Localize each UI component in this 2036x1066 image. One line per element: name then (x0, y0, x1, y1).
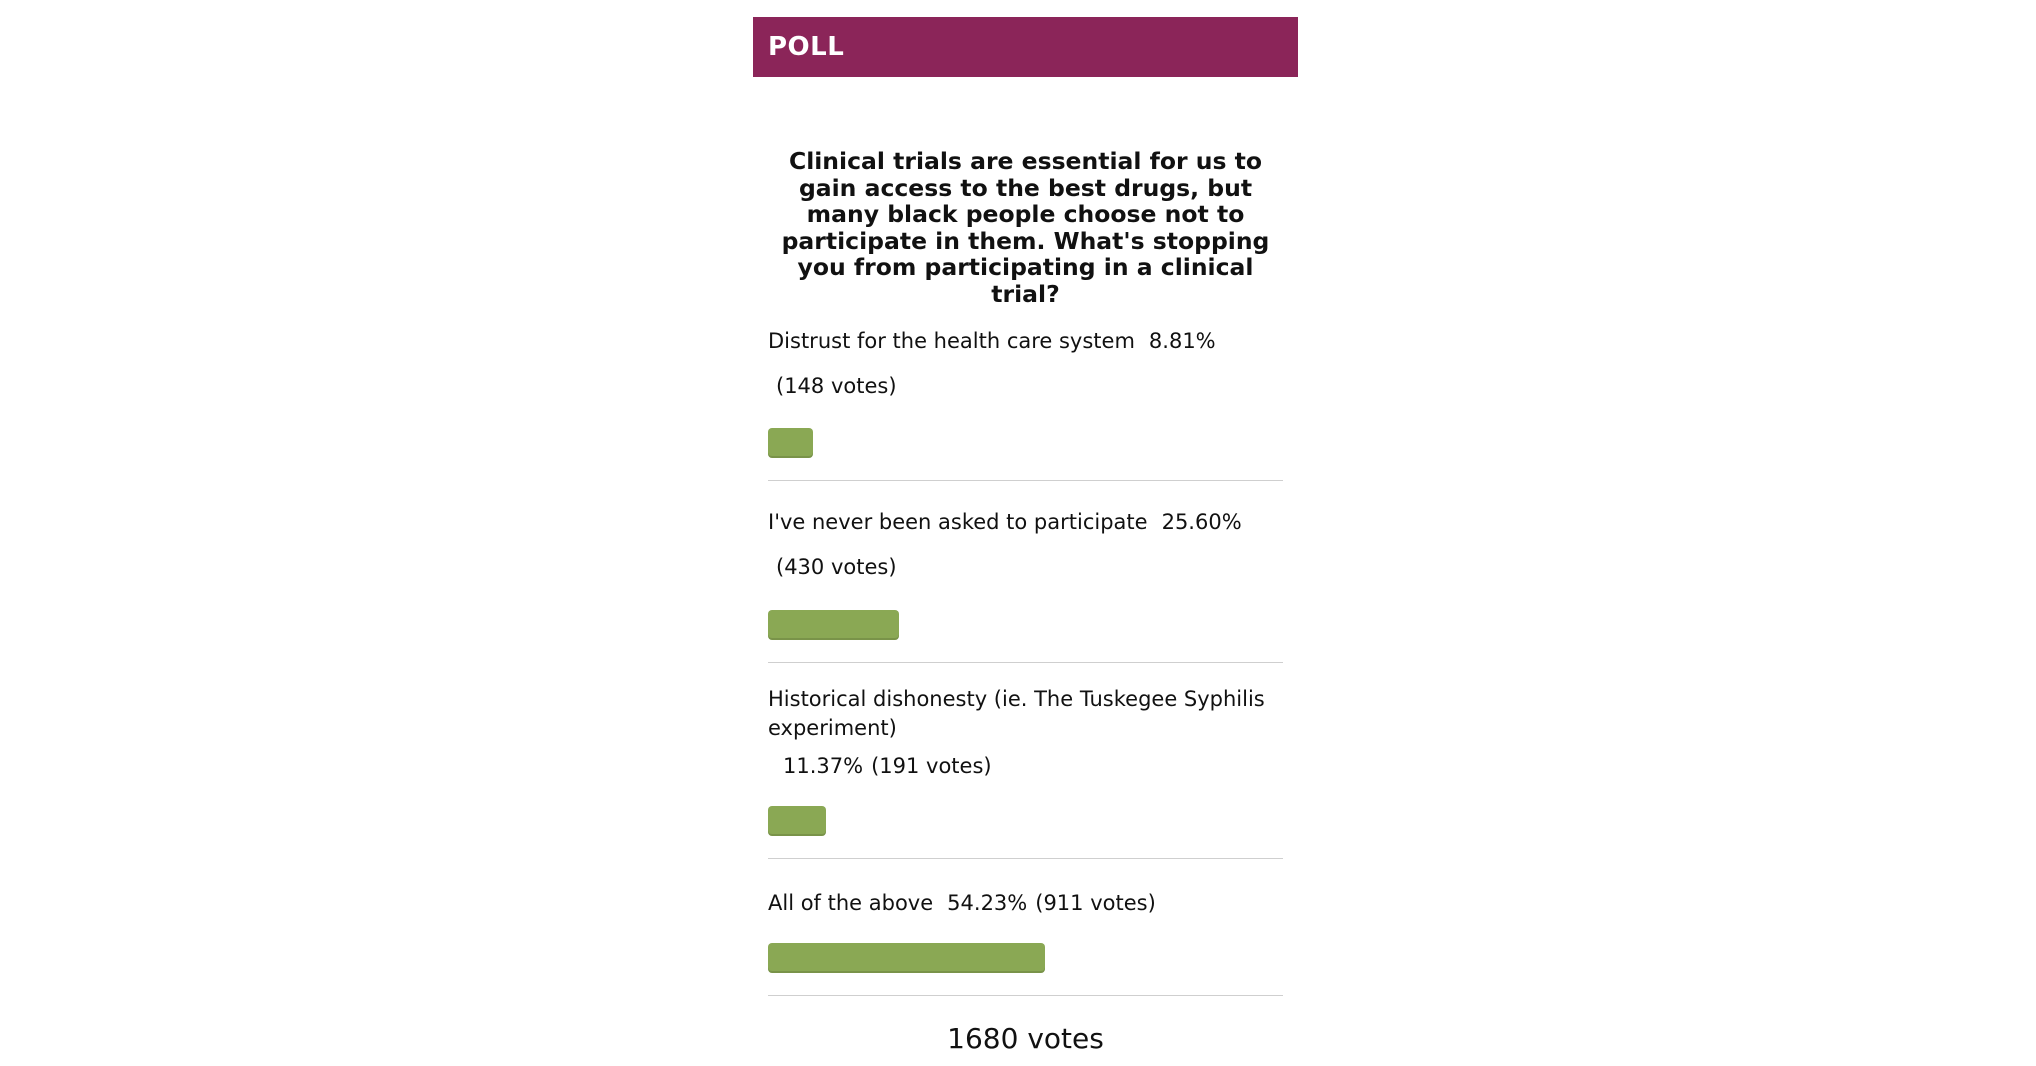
poll-header (753, 17, 1298, 77)
answer-votes-line (776, 372, 897, 401)
answer-bar-track (768, 943, 1283, 973)
answer-bar (768, 806, 826, 836)
answer-divider (768, 480, 1283, 481)
answer-label-line (768, 889, 1156, 918)
poll-title: POLL (768, 32, 845, 62)
answer-bar (768, 610, 899, 640)
answer-label-line (768, 327, 1216, 356)
answer-label-line (768, 508, 1242, 537)
answer-votes: (911 votes) (1035, 891, 1156, 915)
answer-bar-track (768, 428, 1283, 458)
poll-widget (753, 17, 1298, 1055)
answer-divider (768, 662, 1283, 663)
answer-percent: 11.37% (783, 754, 864, 778)
answer-percent: 54.23% (947, 891, 1028, 915)
answer-votes-line (776, 553, 897, 582)
answer-label: All of the above (768, 891, 934, 915)
answer-stats-line (783, 752, 992, 781)
answer-bar (768, 428, 813, 458)
total-votes: 1680 votes (947, 1022, 1104, 1055)
answer-label-line (768, 714, 897, 743)
answer-votes: (430 votes) (776, 555, 897, 579)
answer-label-line (768, 685, 1265, 714)
answer-bar-track (768, 806, 1283, 836)
answer-percent: 25.60% (1161, 510, 1242, 534)
answer-divider (768, 995, 1283, 996)
answer-votes: (148 votes) (776, 374, 897, 398)
answer-percent: 8.81% (1148, 329, 1216, 353)
answer-bar (768, 943, 1045, 973)
answer-divider (768, 858, 1283, 859)
answer-label-continued: experiment) (768, 716, 897, 740)
answer-label: I've never been asked to participate (768, 510, 1148, 534)
answer-bar-track (768, 610, 1283, 640)
answer-label: Historical dishonesty (ie. The Tuskegee Syphilis (768, 687, 1265, 711)
answer-label: Distrust for the health care system (768, 329, 1135, 353)
poll-question: Clinical trials are essential for us to gain access to the best drugs, but many black people choose not to participate in them. What's stopping you from participating in a clinical trial? (781, 147, 1270, 308)
answer-votes: (191 votes) (871, 754, 992, 778)
